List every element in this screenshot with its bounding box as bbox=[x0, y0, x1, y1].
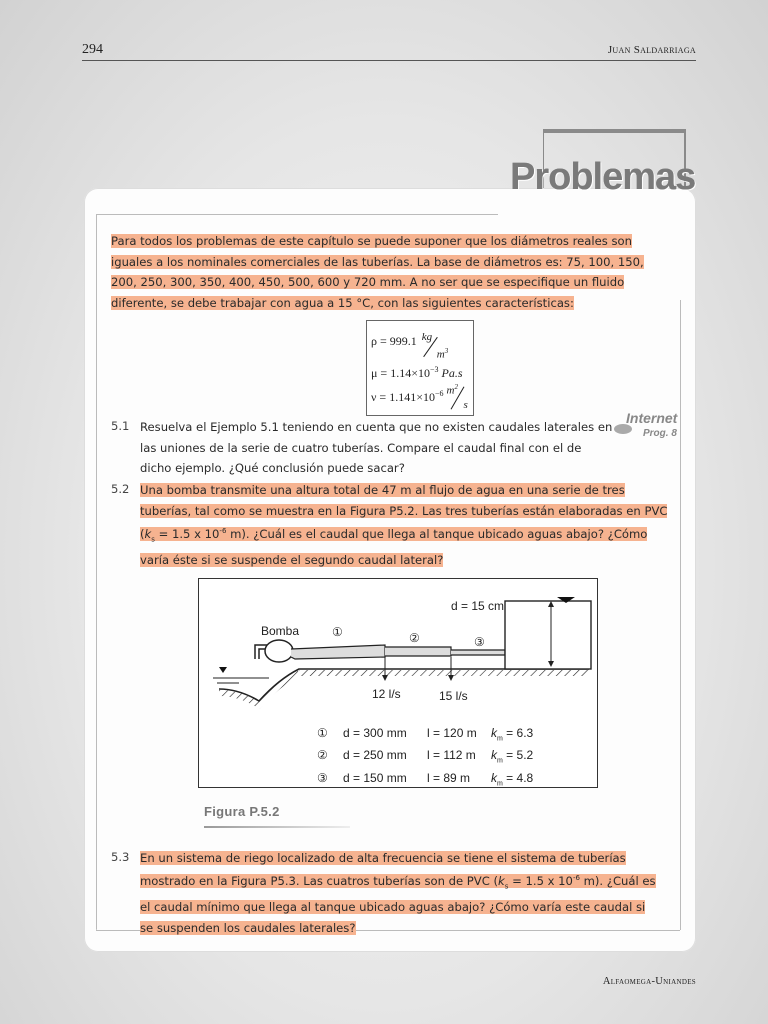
intro-text: Para todos los problemas de este capítulo se puede suponer que los diámetros reales son iguales a los nominales comerciales de las tuberías. La base de diámetros es: 75, 100, 150, 200, 250, 300, 350, 400, 450, 500, 600 y 720 mm. A no ser que se especifique un fluido diferente, se debe trabajar con agua a 15 °C, con las siguientes características: bbox=[111, 234, 644, 310]
lateral-flow-2: 15 l/s bbox=[439, 689, 468, 703]
problem-5-3-text: En un sistema de riego localizado de alta frecuencia se tiene el sistema de tuberías mostrado en la Figura P5.3. Las cuatros tuberías son de PVC ($k_s = 1.5$ x $10^{-6}$ m). ¿Cuál es el caudal mínimo que llega al tanque ubicado aguas abajo? ¿Cómo varía este caudal si se suspenden los caudales laterales? bbox=[140, 851, 656, 935]
page-number: 294 bbox=[82, 42, 103, 57]
pipe-marker-2: ② bbox=[409, 631, 420, 645]
problem-number: 5.1 bbox=[111, 419, 130, 433]
figure-caption: Figura P.5.2 bbox=[204, 804, 280, 819]
title-frame bbox=[543, 129, 686, 133]
running-author: Juan Saldarriaga bbox=[607, 44, 696, 56]
problem-number: 5.3 bbox=[111, 850, 130, 864]
panel-rule-left bbox=[96, 214, 97, 930]
viscosity-formula: $\mu = 1.14\times 10^{-3}$ Pa.s bbox=[371, 365, 463, 380]
density-formula: ρ = 999.1 kg $m^3$ bbox=[371, 331, 449, 361]
page-footer: Alfaomega-Uniandes bbox=[602, 976, 696, 987]
pipe-row: ② d = 250 mm l = 112 m $k_m = 5.2$ bbox=[317, 748, 534, 765]
pipe-data-table bbox=[317, 725, 533, 792]
pipe-row: ③ d = 150 mm l = 89 m $k_m = 4.8$ bbox=[317, 770, 534, 788]
internet-label: Internet bbox=[626, 410, 678, 426]
figure-p5-2 bbox=[198, 578, 598, 788]
problem-number: 5.2 bbox=[111, 482, 130, 496]
lateral-flow-1: 12 l/s bbox=[372, 687, 401, 701]
intro-paragraph bbox=[111, 231, 671, 313]
pipe-marker-3: ③ bbox=[474, 635, 485, 649]
caption-underline bbox=[204, 826, 350, 828]
pipe-marker-1: ① bbox=[332, 625, 343, 639]
fluid-properties-box bbox=[366, 320, 474, 416]
problem-5-1-text: Resuelva el Ejemplo 5.1 teniendo en cuenta que no existen caudales laterales en las uniones de la serie de cuatro tuberías. Compare el caudal final con el de dicho ejemplo. ¿Qué conclusión puede sacar? bbox=[140, 420, 613, 475]
section-title: Problemas bbox=[510, 156, 696, 198]
problem-5-2-text: Una bomba transmite una altura total de 47 m al flujo de agua en una serie de tres tuberías, tal como se muestra en la Figura P5.2. Las tres tuberías están elaboradas en PVC ($k_s = 1.5$ x $10^{-6}$ m). ¿Cuál es el caudal que llega al tanque ubicado aguas abajo? ¿Cómo varía éste si se suspende el segundo caudal lateral? bbox=[140, 483, 668, 567]
pump-label: Bomba bbox=[261, 624, 300, 638]
page-header bbox=[82, 40, 696, 61]
internet-badge bbox=[614, 404, 684, 444]
pipe-row: ① d = 300 mm l = 120 m $k_m = 6.3$ bbox=[317, 726, 534, 743]
panel-rule-right bbox=[680, 300, 681, 930]
panel-rule-top bbox=[96, 214, 498, 215]
tank-diameter-label: d = 15 cm bbox=[451, 599, 505, 613]
kinematic-viscosity-formula: $\nu = 1.141\times 10^{-6}$ $m^2$ s bbox=[371, 383, 468, 411]
internet-prog: Prog. 8 bbox=[643, 428, 677, 439]
